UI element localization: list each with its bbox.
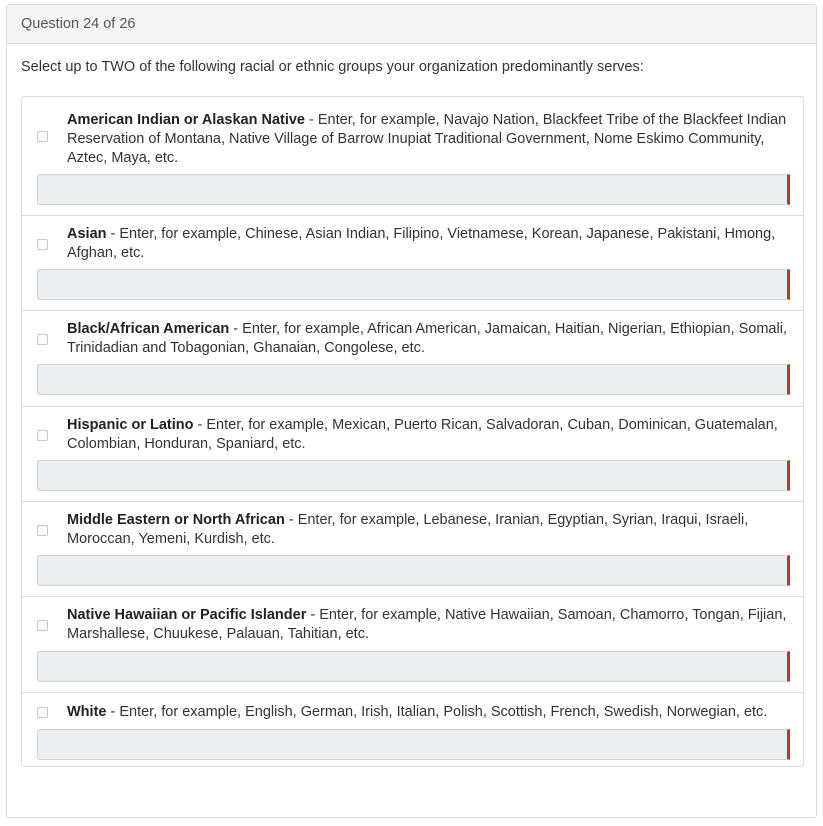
option-checkbox[interactable] (37, 430, 48, 441)
option-specify-input[interactable] (37, 555, 790, 586)
option-checkbox[interactable] (37, 707, 48, 718)
option-specify-input[interactable] (37, 651, 790, 682)
question-header: Question 24 of 26 (7, 5, 816, 44)
option-name: White (67, 704, 107, 720)
option-description: - Enter, for example, African American, Jamaican, Haitian, Nigerian, Ethiopian, Somali, Trinidadian and Tobagonian, Ghanaian, Congolese, etc. (67, 321, 787, 356)
option-checkbox[interactable] (37, 334, 48, 345)
option-label[interactable] (67, 511, 795, 549)
option-label[interactable] (67, 703, 795, 722)
option-description: - Enter, for example, English, German, Irish, Italian, Polish, Scottish, French, Swedish, Norwegian, etc. (106, 704, 768, 720)
option-description: - Enter, for example, Mexican, Puerto Rican, Salvadoran, Cuban, Dominican, Guatemalan, Colombian, Honduran, Spaniard, etc. (67, 417, 778, 452)
option-checkbox[interactable] (37, 525, 48, 536)
question-card (6, 4, 817, 818)
options-list (21, 96, 804, 767)
option-name: American Indian or Alaskan Native (67, 112, 305, 128)
option-checkbox[interactable] (37, 239, 48, 250)
option-name: Hispanic or Latino (67, 417, 194, 433)
option-label[interactable] (67, 606, 795, 644)
option-specify-input[interactable] (37, 364, 790, 395)
option-specify-input[interactable] (37, 174, 790, 205)
option-asian (22, 216, 803, 311)
option-name: Native Hawaiian or Pacific Islander (67, 607, 307, 623)
option-description: - Enter, for example, Navajo Nation, Blackfeet Tribe of the Blackfeet Indian Reservation of Montana, Native Village of Barrow Inupiat Traditional Government, Nome Eskimo Community, Aztec, Maya, etc. (67, 112, 787, 166)
option-name: Middle Eastern or North African (67, 512, 285, 528)
option-label[interactable] (67, 320, 795, 358)
option-checkbox[interactable] (37, 620, 48, 631)
option-description: - Enter, for example, Native Hawaiian, Samoan, Chamorro, Tongan, Fijian, Marshallese, Chuukese, Palauan, Tahitian, etc. (67, 607, 787, 642)
option-label[interactable] (67, 111, 795, 168)
option-label[interactable] (67, 416, 795, 454)
option-name: Black/African American (67, 321, 230, 337)
option-specify-input[interactable] (37, 729, 790, 760)
option-american-indian-alaskan-native (22, 97, 803, 216)
option-checkbox[interactable] (37, 131, 48, 142)
option-white (22, 693, 803, 766)
option-label[interactable] (67, 225, 795, 263)
question-prompt: Select up to TWO of the following racial or ethnic groups your organization predominantly serves: (21, 59, 644, 75)
option-native-hawaiian-pacific-islander (22, 597, 803, 693)
option-description: - Enter, for example, Lebanese, Iranian, Egyptian, Syrian, Iraqui, Israeli, Moroccan, Yemeni, Kurdish, etc. (67, 512, 749, 547)
option-hispanic-latino (22, 407, 803, 502)
option-specify-input[interactable] (37, 460, 790, 491)
option-description: - Enter, for example, Chinese, Asian Indian, Filipino, Vietnamese, Korean, Japanese, Pakistani, Hmong, Afghan, etc. (67, 226, 776, 261)
option-middle-eastern-north-african (22, 502, 803, 597)
option-black-african-american (22, 311, 803, 407)
option-name: Asian (67, 226, 107, 242)
option-specify-input[interactable] (37, 269, 790, 300)
